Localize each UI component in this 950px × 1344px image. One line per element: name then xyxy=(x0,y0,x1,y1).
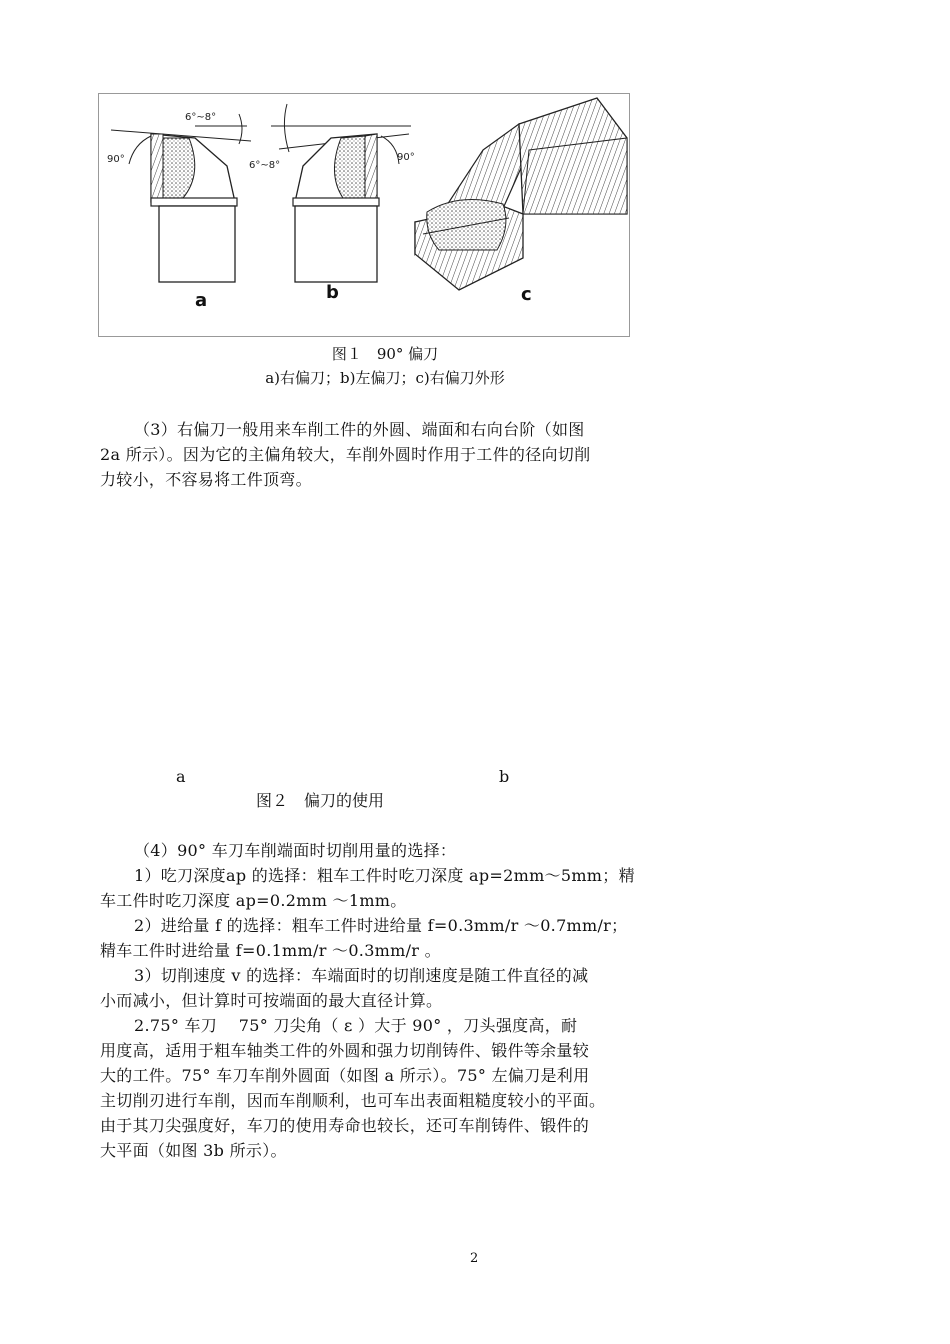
section-3-paragraph xyxy=(100,417,680,492)
section-4-heading: （4）90° 车刀车削端面时切削用量的选择： xyxy=(134,841,457,860)
paragraph-line: 2.75° 车刀 75° 刀尖角（ ε ）大于 90° ，刀头强度高，耐 xyxy=(134,1016,578,1035)
paragraph-line: 用度高，适用于粗车轴类工件的外圆和强力切削铸件、锻件等余量较 xyxy=(100,1041,590,1060)
figure-2-label-b: b xyxy=(499,767,510,786)
figure-1-caption: 图１ 90° 偏刀 xyxy=(331,345,439,363)
angle-label-a-side: 90° xyxy=(107,154,125,165)
paragraph-line: 1）吃刀深度ap 的选择：粗车工件时吃刀深度 ap=2mm～5mm；精 xyxy=(134,866,635,885)
tool-a-drawing xyxy=(111,114,251,282)
paragraph-line: 大的工件。75° 车刀车削外圆面（如图 a 所示）。75° 左偏刀是利用 xyxy=(100,1066,590,1085)
paragraph-line: 2a 所示）。因为它的主偏角较大，车削外圆时作用于工件的径向切削 xyxy=(100,445,591,464)
paragraph-line: 车工件时吃刀深度 ap=0.2mm ～1mm。 xyxy=(100,891,407,910)
figure-2-caption: 图２ 偏刀的使用 xyxy=(255,791,384,810)
section-4-paragraph xyxy=(100,838,680,1013)
paragraph-line: 大平面（如图 3b 所示）。 xyxy=(100,1141,287,1160)
figure-1-image xyxy=(98,93,630,337)
figure-2-label-a: a xyxy=(176,767,186,786)
figure-1-drawing xyxy=(99,94,629,336)
paragraph-line: （3）右偏刀一般用来车削工件的外圆、端面和右向台阶（如图 xyxy=(134,420,585,439)
figure-1-letter-a: a xyxy=(195,290,208,311)
paragraph-line: 力较小，不容易将工件顶弯。 xyxy=(100,470,312,489)
paragraph-line: 3）切削速度 v 的选择：车端面时的切削速度是随工件直径的减 xyxy=(134,966,589,985)
tool-b-drawing xyxy=(271,104,411,282)
page-number: 2 xyxy=(470,1251,479,1266)
figure-1-letter-b: b xyxy=(326,282,339,303)
angle-label-b-top: 6°~8° xyxy=(249,160,281,171)
paragraph-line: 主切削刃进行车削，因而车削顺利，也可车出表面粗糙度较小的平面。 xyxy=(100,1091,606,1110)
tool-c-drawing xyxy=(415,98,627,290)
figure-1-subcaption: a)右偏刀；b)左偏刀；c)右偏刀外形 xyxy=(265,369,505,387)
angle-label-b-side: 90° xyxy=(397,152,415,163)
figure-1-letter-c: c xyxy=(521,284,532,305)
paragraph-line: 2）进给量 f 的选择：粗车工件时进给量 f=0.3mm/r ～0.7mm/r； xyxy=(134,916,628,935)
angle-label-a-top: 6°~8° xyxy=(185,112,217,123)
paragraph-line: 精车工件时进给量 f=0.1mm/r ～0.3mm/r 。 xyxy=(100,941,441,960)
section-75-paragraph xyxy=(100,1013,680,1163)
paragraph-line: 小而减小，但计算时可按端面的最大直径计算。 xyxy=(100,991,443,1010)
paragraph-line: 由于其刀尖强度好，车刀的使用寿命也较长，还可车削铸件、锻件的 xyxy=(100,1116,590,1135)
